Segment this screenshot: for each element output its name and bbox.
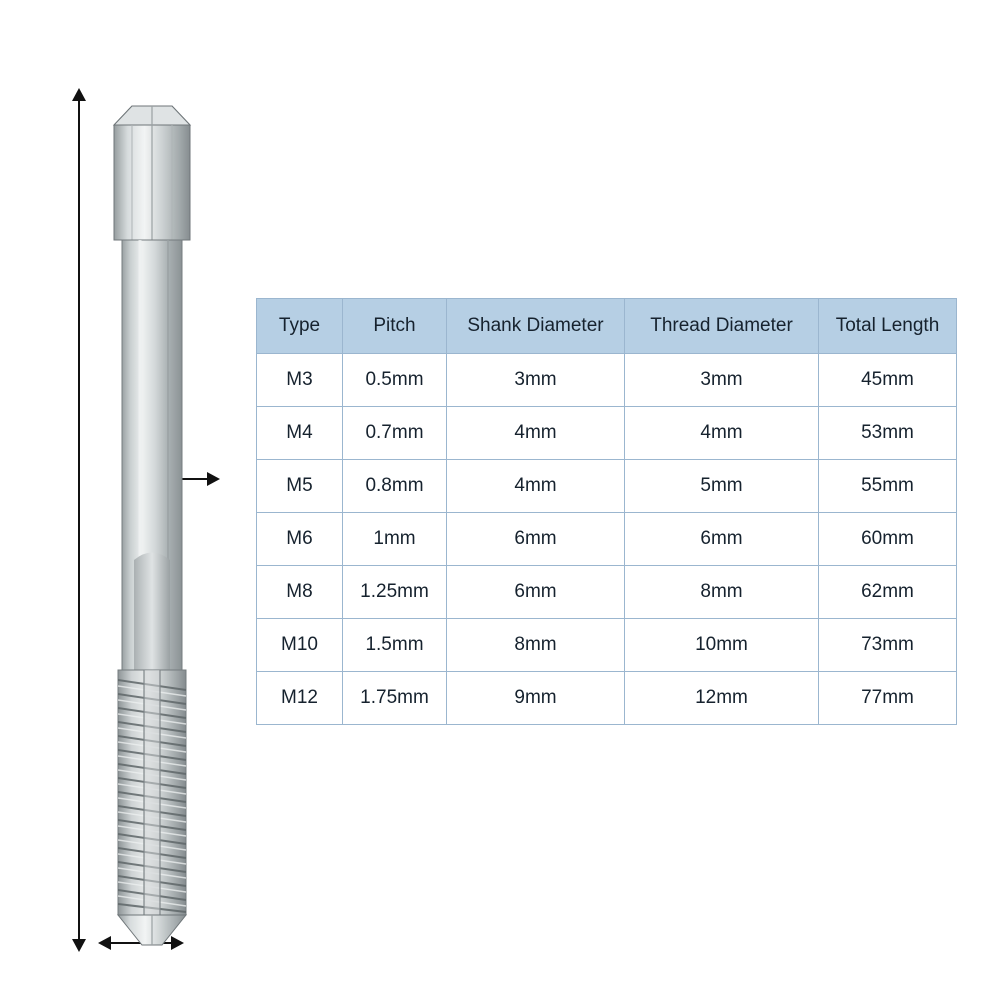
cell-total-length: 55mm — [819, 460, 957, 513]
table-row — [257, 460, 957, 513]
cell-pitch: 1.25mm — [343, 566, 447, 619]
column-header-total-length: Total Length — [819, 299, 957, 354]
cell-total-length: 62mm — [819, 566, 957, 619]
product-illustration — [60, 80, 260, 960]
cell-type: M8 — [257, 566, 343, 619]
table-row — [257, 513, 957, 566]
cell-shank-diameter: 9mm — [447, 672, 625, 725]
cell-shank-diameter: 3mm — [447, 354, 625, 407]
cell-pitch: 0.8mm — [343, 460, 447, 513]
cell-thread-diameter: 4mm — [625, 407, 819, 460]
cell-shank-diameter: 6mm — [447, 566, 625, 619]
table-header-row — [257, 299, 957, 354]
cell-shank-diameter: 4mm — [447, 407, 625, 460]
column-header-shank-diameter: Shank Diameter — [447, 299, 625, 354]
column-header-thread-diameter: Thread Diameter — [625, 299, 819, 354]
cell-type: M4 — [257, 407, 343, 460]
table-row — [257, 566, 957, 619]
cell-total-length: 73mm — [819, 619, 957, 672]
cell-pitch: 1mm — [343, 513, 447, 566]
cell-shank-diameter: 6mm — [447, 513, 625, 566]
cell-shank-diameter: 8mm — [447, 619, 625, 672]
tap-tool-image — [100, 90, 220, 950]
specification-table — [256, 298, 957, 725]
cell-thread-diameter: 10mm — [625, 619, 819, 672]
cell-thread-diameter: 12mm — [625, 672, 819, 725]
cell-total-length: 53mm — [819, 407, 957, 460]
table-row — [257, 672, 957, 725]
column-header-pitch: Pitch — [343, 299, 447, 354]
cell-pitch: 1.5mm — [343, 619, 447, 672]
table-row — [257, 619, 957, 672]
cell-total-length: 60mm — [819, 513, 957, 566]
cell-type: M12 — [257, 672, 343, 725]
cell-thread-diameter: 5mm — [625, 460, 819, 513]
cell-pitch: 0.7mm — [343, 407, 447, 460]
cell-thread-diameter: 8mm — [625, 566, 819, 619]
total-length-dimension-arrow — [78, 100, 80, 940]
cell-pitch: 1.75mm — [343, 672, 447, 725]
cell-type: M6 — [257, 513, 343, 566]
cell-type: M5 — [257, 460, 343, 513]
cell-thread-diameter: 3mm — [625, 354, 819, 407]
table-row — [257, 407, 957, 460]
cell-thread-diameter: 6mm — [625, 513, 819, 566]
specification-table-container — [256, 298, 956, 725]
cell-shank-diameter: 4mm — [447, 460, 625, 513]
cell-type: M10 — [257, 619, 343, 672]
cell-total-length: 45mm — [819, 354, 957, 407]
table-row — [257, 354, 957, 407]
column-header-type: Type — [257, 299, 343, 354]
cell-type: M3 — [257, 354, 343, 407]
cell-total-length: 77mm — [819, 672, 957, 725]
cell-pitch: 0.5mm — [343, 354, 447, 407]
